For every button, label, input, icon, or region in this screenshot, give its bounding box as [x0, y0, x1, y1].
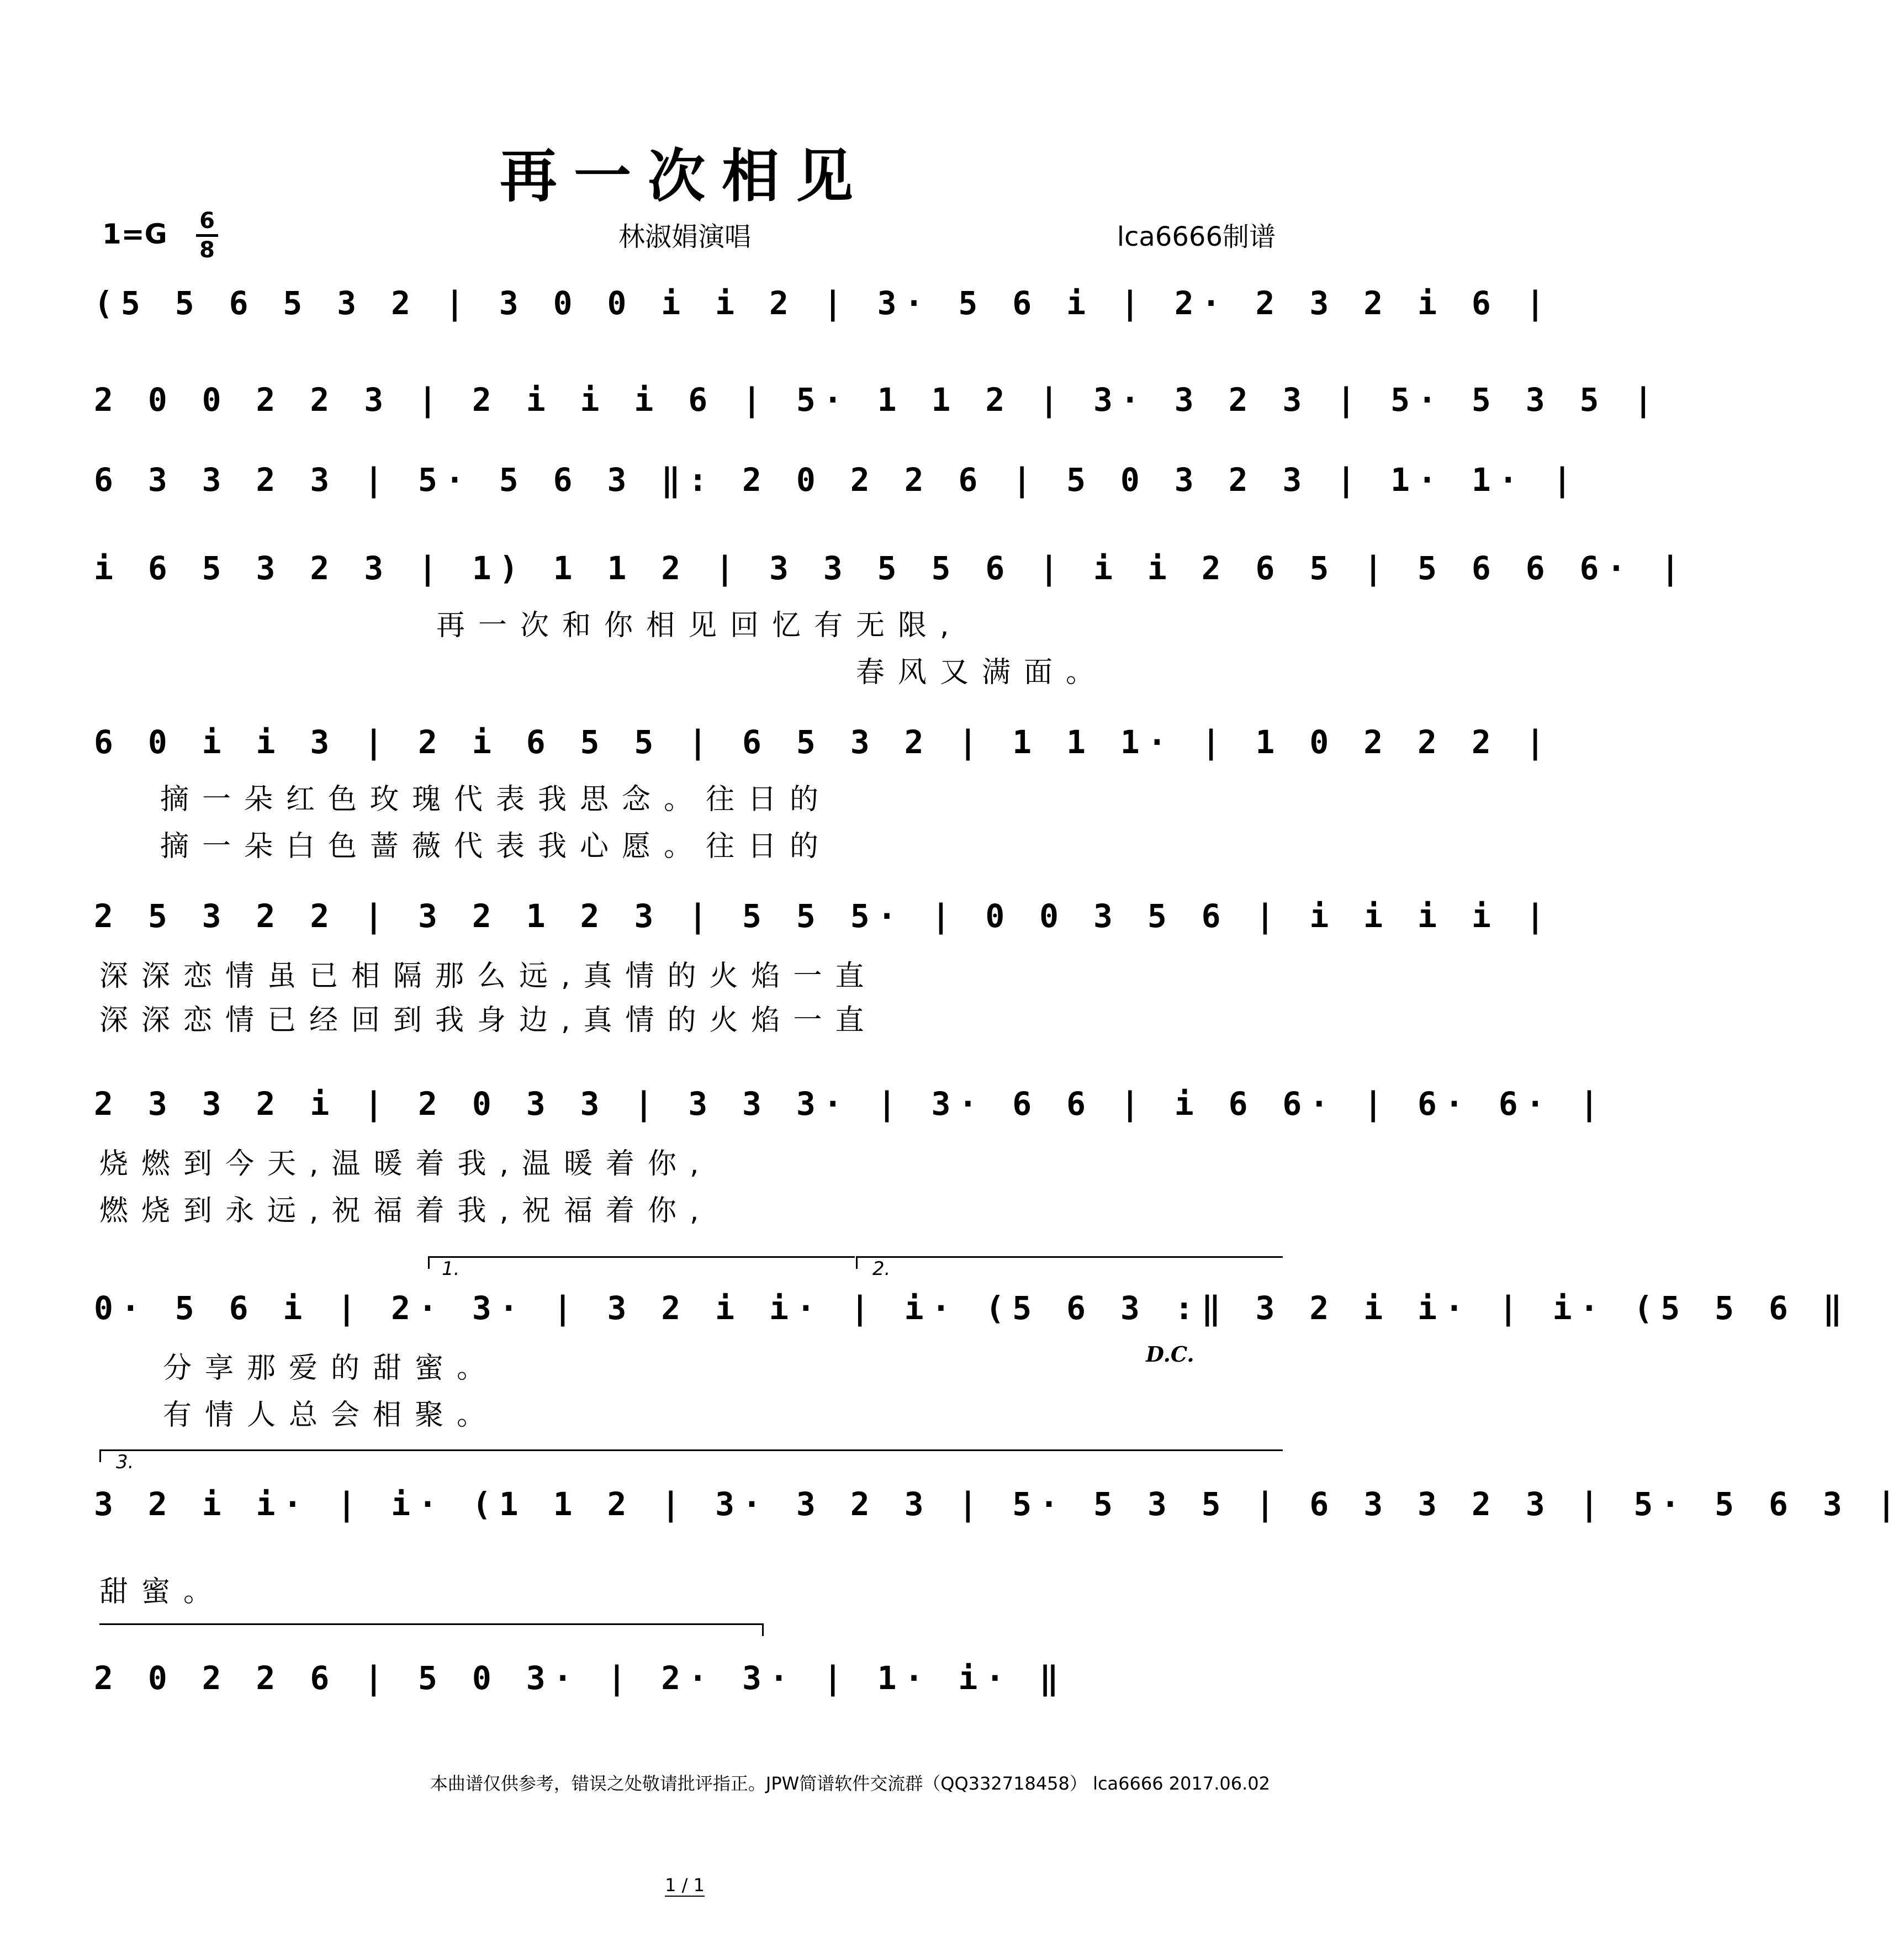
system-4-lyrics-1: 再一次和你相见回忆有无限,: [436, 609, 962, 642]
time-signature-bottom: 8: [199, 237, 215, 263]
system-8-notes: 0· 5 6 i | 2· 3· | 3 2 i i· | i· (5 6 3 :‖ 3 2 i i· | i· (5 5 6 ‖: [94, 1289, 1850, 1327]
system-6-lyrics-2: 深深恋情已经回到我身边,真情的火焰一直: [99, 1004, 877, 1037]
system-6-lyrics-1: 深深恋情虽已相隔那么远,真情的火焰一直: [99, 960, 877, 993]
volta-2-bracket: [856, 1256, 1283, 1269]
system-9-lyrics-1: 甜蜜。: [99, 1575, 226, 1608]
system-5-lyrics-2: 摘一朵白色蔷薇代表我心愿。往日的: [160, 830, 832, 863]
time-signature-top: 6: [199, 208, 215, 234]
singer-credit: 林淑娟演唱: [618, 221, 751, 252]
footer-note: 本曲谱仅供参考，错误之处敬请批评指正。JPW简谱软件交流群（QQ332718458） lca6666 2017.06.02: [430, 1773, 1270, 1794]
key-signature: 1=G: [102, 218, 167, 250]
system-8-lyrics-2: 有情人总会相聚。: [163, 1399, 499, 1432]
page-number: 1 / 1: [665, 1875, 705, 1896]
system-10-notes: 2 0 2 2 6 | 5 0 3· | 2· 3· | 1· i· ‖: [94, 1659, 1067, 1697]
volta-1-bracket: [428, 1256, 855, 1269]
volta-3-label: 3.: [116, 1451, 134, 1473]
system-6-notes: 2 5 3 2 2 | 3 2 1 2 3 | 5 5 5· | 0 0 3 5 6 | i i i i |: [94, 897, 1553, 935]
system-7-notes: 2 3 3 2 i | 2 0 3 3 | 3 3 3· | 3· 6 6 | i 6 6· | 6· 6· |: [94, 1085, 1607, 1123]
system-4-notes: i 6 5 3 2 3 | 1) 1 1 2 | 3 3 5 5 6 | i i 2 6 5 | 5 6 6 6· |: [94, 549, 1688, 587]
system-7-lyrics-2: 燃烧到永远,祝福着我,祝福着你,: [99, 1194, 712, 1227]
song-title: 再一次相见: [499, 142, 870, 210]
system-8-lyrics-1: 分享那爱的甜蜜。: [163, 1352, 499, 1385]
time-signature: [196, 210, 218, 261]
volta-3-bracket: [99, 1449, 1283, 1462]
system-5-notes: 6 0 i i 3 | 2 i 6 5 5 | 6 5 3 2 | 1 1 1· | 1 0 2 2 2 |: [94, 723, 1553, 761]
system-3-notes: 6 3 3 2 3 | 5· 5 6 3 ‖: 2 0 2 2 6 | 5 0 3 2 3 | 1· 1· |: [94, 461, 1580, 499]
system-1-notes: (5 5 6 5 3 2 | 3 0 0 i i 2 | 3· 5 6 i | 2· 2 3 2 i 6 |: [94, 284, 1553, 322]
dc-marking: D.C.: [1146, 1342, 1194, 1367]
system-4-lyrics-2: 春风又满面。: [856, 656, 1108, 689]
final-bracket: [99, 1623, 764, 1636]
volta-2-label: 2.: [872, 1258, 891, 1280]
system-2-notes: 2 0 0 2 2 3 | 2 i i i 6 | 5· 1 1 2 | 3· 3 2 3 | 5· 5 3 5 |: [94, 381, 1661, 419]
system-9-notes: 3 2 i i· | i· (1 1 2 | 3· 3 2 3 | 5· 5 3 5 | 6 3 3 2 3 | 5· 5 6 3 |: [94, 1485, 1904, 1523]
system-5-lyrics-1: 摘一朵红色玫瑰代表我思念。往日的: [160, 783, 832, 816]
volta-1-label: 1.: [442, 1258, 460, 1280]
system-7-lyrics-1: 烧燃到今天,温暖着我,温暖着你,: [99, 1147, 712, 1181]
arranger-credit: lca6666制谱: [1117, 221, 1276, 252]
